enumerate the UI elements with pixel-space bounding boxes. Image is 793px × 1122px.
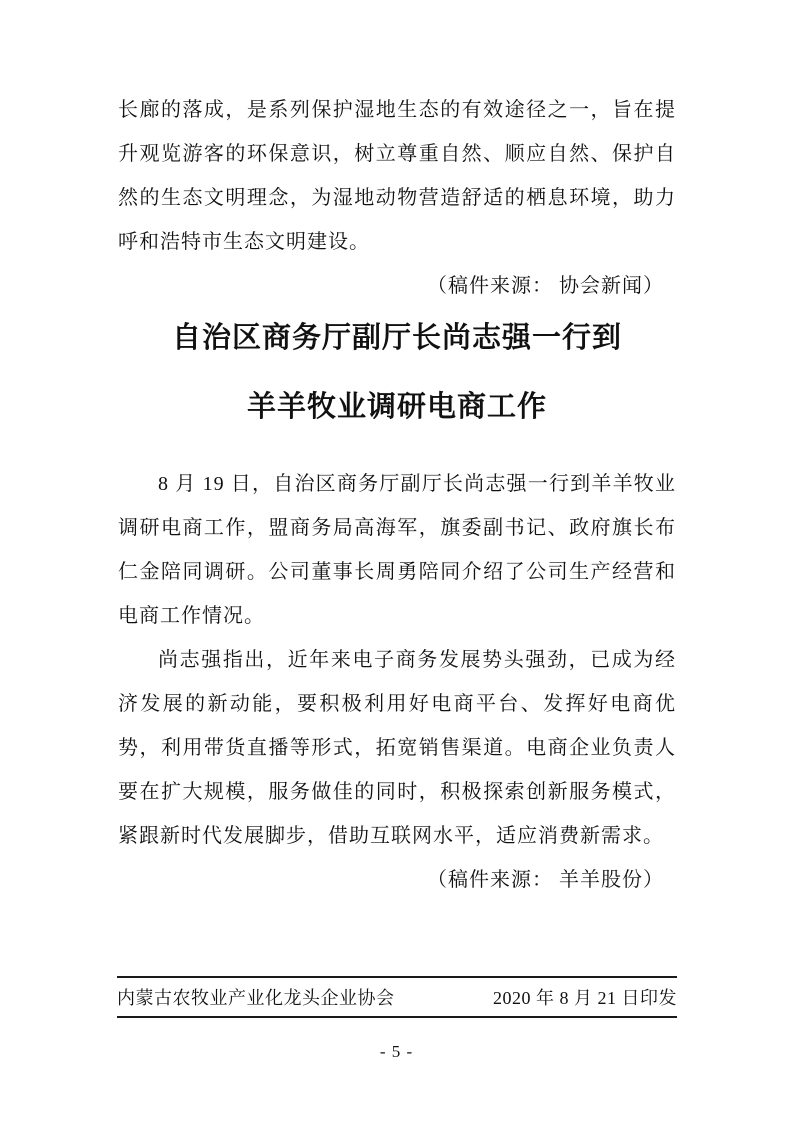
page-content bbox=[118, 88, 676, 902]
article-paragraph-2: 尚志强指出，近年来电子商务发展势头强劲，已成为经济发展的新动能，要积极利用好电商平台、发挥好电商优势，利用带货直播等形式，拓宽销售渠道。电商企业负责人要在扩大规模，服务做佳的同时，积极探索创新服务模式，紧跟新时代发展脚步，借助互联网水平，适应消费新需求。 bbox=[118, 649, 676, 847]
continuation-paragraph: 长廊的落成，是系列保护湿地生态的有效途径之一，旨在提升观览游客的环保意识，树立尊重自然、顺应自然、保护自然的生态文明理念，为湿地动物营造舒适的栖息环境，助力呼和浩特市生态文明建设。 bbox=[118, 99, 676, 253]
footer-imprint-bar bbox=[117, 976, 677, 1018]
source-note-yangyang-shares: （稿件来源： 羊羊股份） bbox=[427, 869, 664, 891]
article-title-line-1: 自治区商务厅副厅长尚志强一行到 bbox=[171, 322, 622, 354]
source-note-association-news: （稿件来源： 协会新闻） bbox=[427, 275, 664, 297]
page-number: - 5 - bbox=[379, 1042, 414, 1061]
article-title-line-2: 羊羊牧业调研电商工作 bbox=[246, 391, 547, 423]
article-paragraph-1: 8 月 19 日，自治区商务厅副厅长尚志强一行到羊羊牧业调研电商工作，盟商务局高海军，旗委副书记、政府旗长布仁金陪同调研。公司董事长周勇陪同介绍了公司生产经营和电商工作情况。 bbox=[118, 473, 676, 627]
footer-issuer: 内蒙古农牧业产业化龙头企业协会 bbox=[117, 988, 395, 1008]
footer-print-date: 2020 年 8 月 21 日印发 bbox=[493, 988, 677, 1008]
